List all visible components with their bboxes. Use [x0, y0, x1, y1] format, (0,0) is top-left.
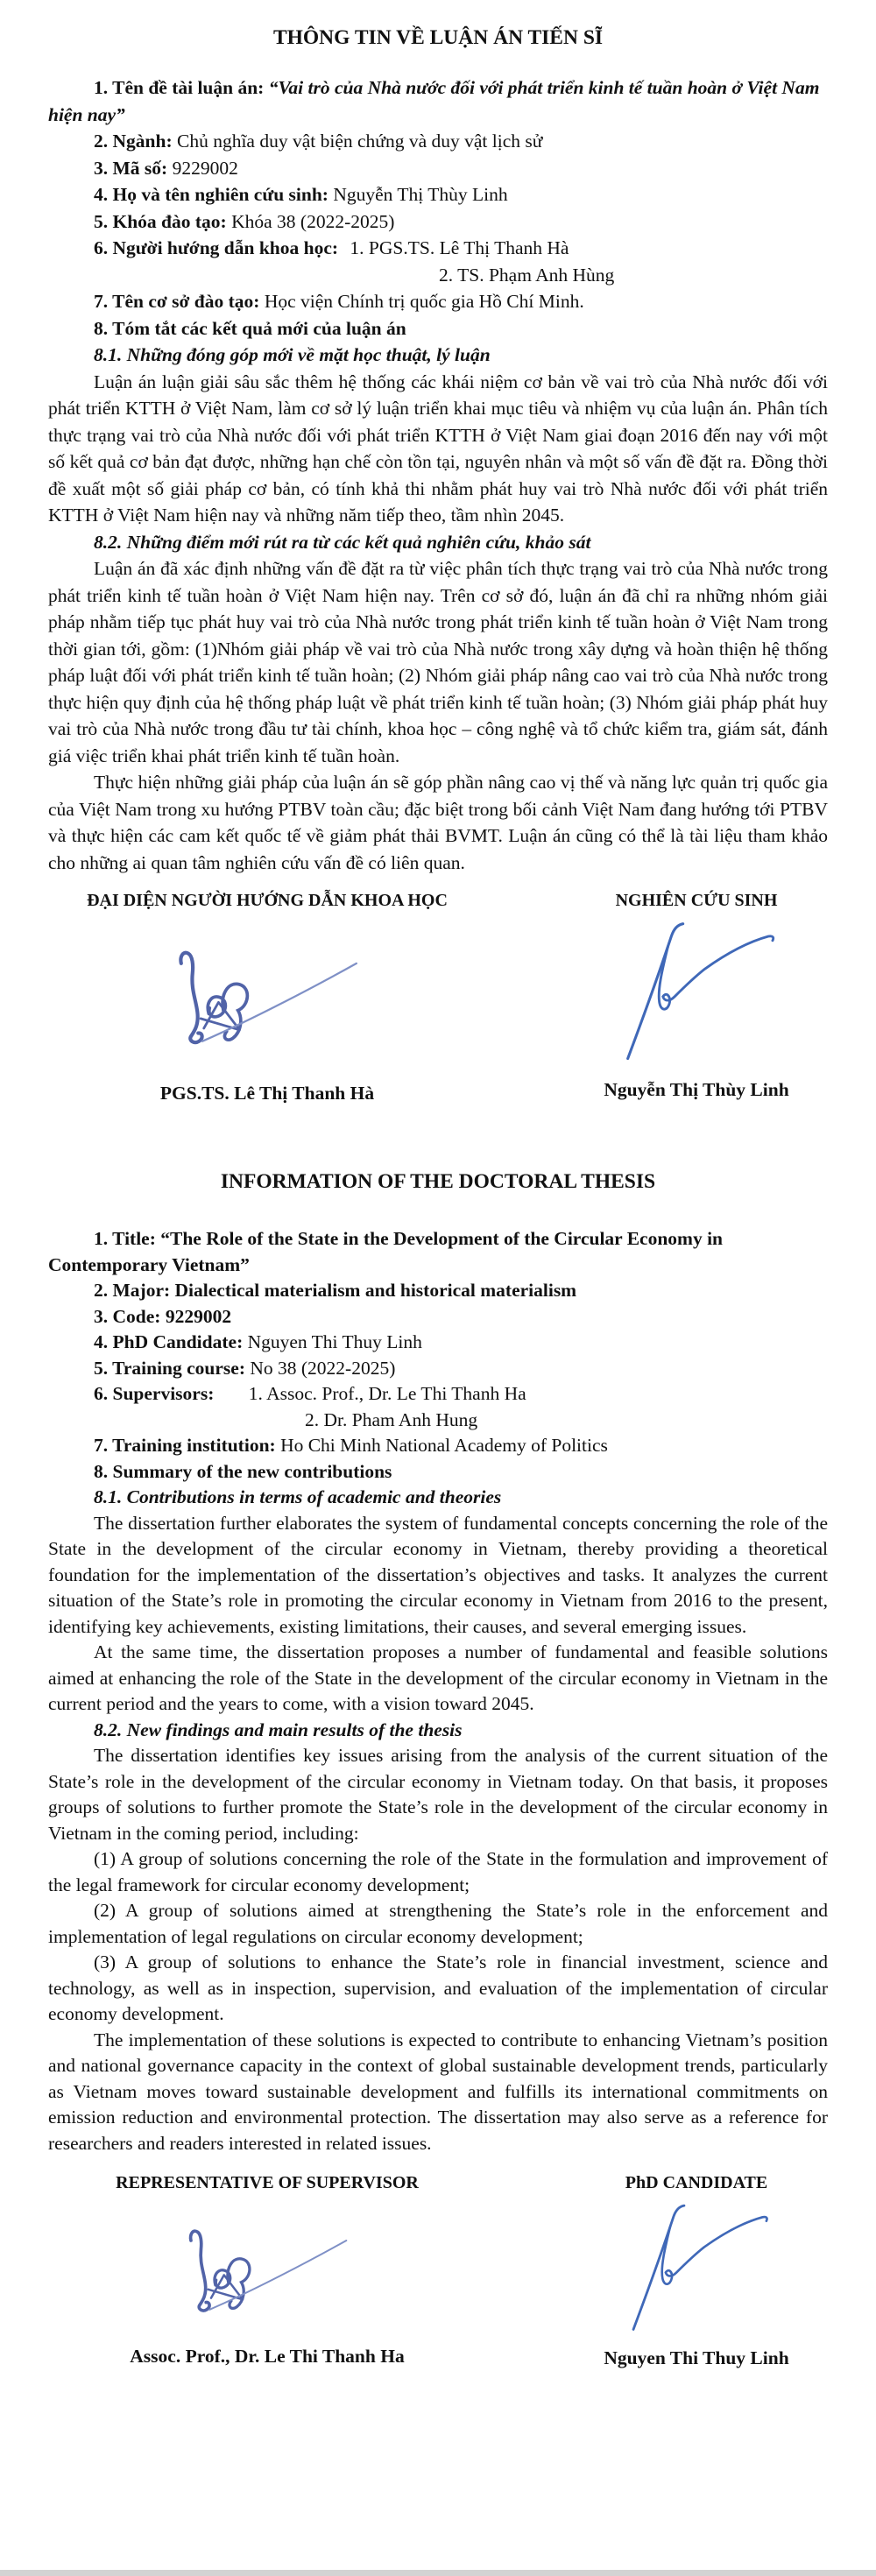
en-document-title: INFORMATION OF THE DOCTORAL THESIS: [220, 1170, 656, 1193]
en-item-code-value: 9229002: [165, 1305, 232, 1327]
vi-candidate-name: Nguyễn Thị Thùy Linh: [604, 1079, 789, 1100]
en-candidate-name: Nguyen Thi Thuy Linh: [604, 2347, 789, 2368]
vi-item-summary-label: 8. Tóm tắt các kết quả mới của luận án: [94, 317, 406, 339]
en-item-title: [48, 1226, 828, 1278]
vi-candidate-signature-column: [565, 890, 828, 1102]
supervisor-signature-image: [170, 2200, 364, 2337]
en-item-institution-label: 7. Training institution:: [94, 1435, 281, 1456]
en-item-major-label: 2. Major:: [94, 1280, 175, 1301]
vi-item-summary-heading: [48, 315, 828, 342]
vi-item-supervisors-label: 6. Người hướng dẫn khoa học:: [94, 237, 343, 258]
en-signature-block: [48, 2172, 828, 2370]
vi-item-major-label: 2. Ngành:: [94, 131, 177, 152]
candidate-signature-image: [615, 2200, 778, 2339]
vi-item-topic-value: “Vai trò của Nhà nước đối với phát triển kinh tế tuần hoàn ở Việt Nam hiện nay”: [48, 77, 820, 125]
vi-signature-block: [48, 890, 828, 1105]
vi-item-code-value: 9229002: [172, 157, 238, 179]
vi-candidate-role-title: NGHIÊN CỨU SINH: [615, 891, 778, 910]
en-item-supervisors: [48, 1381, 828, 1433]
vi-supervisor-name: PGS.TS. Lê Thị Thanh Hà: [159, 1083, 375, 1104]
vi-item-institution: [48, 288, 828, 315]
en-supervisor-role-title: REPRESENTATIVE OF SUPERVISOR: [116, 2173, 419, 2192]
en-item-major: [48, 1278, 828, 1304]
vietnamese-section: [48, 0, 828, 1105]
en-item-title-label: 1. Title:: [94, 1228, 161, 1249]
vi-item-candidate: [48, 181, 828, 208]
vi-document-title: THÔNG TIN VỀ LUẬN ÁN TIẾN SĨ: [272, 26, 604, 49]
en-info-items: [48, 1226, 828, 2156]
en-solution-point-3: (3) A group of solutions to enhance the State’s role in financial investment, science and technology, as well as in inspection, supervision, and evaluation of the implementation of circular economy development.: [48, 1951, 828, 2024]
vi-paragraph-8-2-b: Thực hiện những giải pháp của luận án sẽ góp phần nâng cao vị thế và năng lực quản trị quốc gia của Việt Nam trong xu hướng PTBV toàn cầu; đặc biệt trong bối cảnh Việt Nam đang hướng tới PTBV và thực hiện các cam kết quốc tế về giảm phát thải BVMT. Luận án cũng có thể là tài liệu tham khảo cho những ai quan tâm nghiên cứu vấn đề có liên quan.: [48, 772, 828, 873]
en-item-candidate: [48, 1330, 828, 1356]
en-item-code-label: 3. Code:: [94, 1305, 166, 1327]
vi-item-major-value: Chủ nghĩa duy vật biện chứng và duy vật lịch sử: [176, 131, 543, 152]
vi-item-institution-value: Học viện Chính trị quốc gia Hồ Chí Minh.: [264, 291, 584, 312]
en-item-code: [48, 1304, 828, 1330]
vi-item-course-label: 5. Khóa đào tạo:: [94, 210, 232, 232]
vi-supervisor-signature-column: [48, 890, 486, 1105]
en-item-summary-heading: [48, 1459, 828, 1486]
vi-item-supervisors: [48, 235, 828, 288]
vi-item-candidate-value: Nguyễn Thị Thùy Linh: [333, 184, 508, 205]
vi-paragraph-8-1: Luận án luận giải sâu sắc thêm hệ thống các khái niệm cơ bản về vai trò của Nhà nước đối với phát triển KTTH ở Việt Nam, làm cơ sở lý luận triển khai mục tiêu và nhiệm vụ của luận án. Phân tích thực trạng vai trò của Nhà nước đối với phát triển KTTH ở Việt Nam giai đoạn 2016 đến nay với một số kết quả cơ bản đạt được, những hạn chế còn tồn tại, nguyên nhân và một số vấn đề đặt ra. Đồng thời đề xuất một số giải pháp cơ bản, có tính khả thi nhằm phát huy vai trò Nhà nước đối với phát triển KTTH ở Việt Nam hiện nay và những năm tiếp theo, tầm nhìn 2045.: [48, 371, 828, 526]
candidate-signature-image: [609, 918, 784, 1069]
en-solution-point-2: (2) A group of solutions aimed at strengthening the State’s role in the enforcement and implementation of legal regulations on circular economy development;: [48, 1900, 828, 1947]
vi-item-course: [48, 208, 828, 236]
en-item-supervisors-label: 6. Supervisors:: [94, 1383, 219, 1404]
en-item-summary-label: 8. Summary of the new contributions: [94, 1460, 392, 1482]
vi-heading-8-1: 8.1. Những đóng góp mới về mặt học thuật, lý luận: [94, 344, 491, 365]
en-item-institution: [48, 1433, 828, 1459]
english-section: [48, 1168, 828, 2370]
en-item-major-value: Dialectical materialism and historical materialism: [174, 1280, 577, 1301]
vi-item-candidate-label: 4. Họ và tên nghiên cứu sinh:: [94, 184, 334, 205]
en-paragraph-8-2-b: The implementation of these solutions is expected to contribute to enhancing Vietnam’s position and national governance capacity in the context of global sustainable development trends, particularly as Vietnam moves toward sustainable development and fulfills its international commitments on emission reduction and environmental protection. The dissertation may also serve as a reference for researchers and readers interested in related issues.: [48, 2029, 828, 2154]
en-supervisor-2: 2. Dr. Pham Anh Hung: [305, 1408, 478, 1430]
vi-supervisor-2: 2. TS. Phạm Anh Hùng: [439, 264, 615, 286]
en-item-candidate-value: Nguyen Thi Thuy Linh: [247, 1331, 422, 1352]
vi-item-institution-label: 7. Tên cơ sở đào tạo:: [94, 291, 265, 312]
en-solution-point-1: (1) A group of solutions concerning the role of the State in the formulation and improvement of the legal framework for circular economy development;: [48, 1848, 828, 1895]
en-supervisor-1: 1. Assoc. Prof., Dr. Le Thi Thanh Ha: [248, 1383, 526, 1404]
en-item-candidate-label: 4. PhD Candidate:: [94, 1331, 248, 1352]
en-item-course-value: No 38 (2022-2025): [250, 1357, 396, 1379]
en-heading-8-1: 8.1. Contributions in terms of academic and theories: [94, 1486, 502, 1507]
supervisor-signature-image: [158, 918, 377, 1072]
vi-supervisor-1: 1. PGS.TS. Lê Thị Thanh Hà: [350, 237, 569, 258]
en-supervisor-signature-column: [48, 2172, 486, 2368]
vi-paragraph-8-2-a: Luận án đã xác định những vấn đề đặt ra từ việc phân tích thực trạng vai trò của Nhà nước trong phát triển kinh tế tuần hoàn ở Việt Nam hiện nay. Trên cơ sở đó, luận án đã chỉ ra những nhóm giải pháp nhằm tiếp tục phát huy vai trò của Nhà nước trong phát triển kinh tế tuần hoàn ở Việt Nam trong thời gian tới, gồm: (1)Nhóm giải pháp về vai trò của Nhà nước trong xây dựng và hoàn thiện hệ thống pháp luật đối với phát triển kinh tế tuần hoàn; (2) Nhóm giải pháp nâng cao vai trò của Nhà nước trong thực hiện quy định của hệ thống pháp luật về phát triển kinh tế tuần hoàn; (3) Nhóm giải pháp phát huy vai trò của Nhà nước trong đầu tư tài chính, khoa học – công nghệ và tổ chức kiểm tra, giám sát, đánh giá việc triển khai phát triển kinh tế tuần hoàn.: [48, 558, 828, 766]
en-item-institution-value: Ho Chi Minh National Academy of Politics: [280, 1435, 608, 1456]
en-item-title-value: “The Role of the State in the Development of the Circular Economy in Contemporary Vietnam”: [48, 1228, 724, 1275]
en-supervisor-name: Assoc. Prof., Dr. Le Thi Thanh Ha: [130, 2346, 405, 2367]
en-paragraph-8-2-a: The dissertation identifies key issues arising from the analysis of the current situation of the State’s role in the development of the circular economy in Vietnam today. On that basis, it proposes groups of solutions to further promote the State’s role in the development of the circular economy in Vietnam in the coming period, including:: [48, 1745, 828, 1844]
vi-item-topic: [48, 74, 828, 128]
vi-item-code-label: 3. Mã số:: [94, 157, 173, 179]
scan-edge-strip: [0, 2570, 876, 2576]
en-paragraph-8-1-b: At the same time, the dissertation proposes a number of fundamental and feasible solutions aimed at enhancing the role of the State in the development of the circular economy in Vietnam in the current period and the years to come, with a vision toward 2045.: [48, 1641, 828, 1714]
vi-item-course-value: Khóa 38 (2022-2025): [231, 210, 395, 232]
en-paragraph-8-1-a: The dissertation further elaborates the system of fundamental concepts concerning the role of the State in the development of the circular economy in Vietnam, thereby providing a theoretical foundation for the implementation of the dissertation’s objectives and tasks. It analyzes the current situation of the State’s role in promoting the circular economy in Vietnam from 2016 to the present, identifying key achievements, existing limitations, their causes, and several emerging issues.: [48, 1512, 828, 1637]
vi-item-code: [48, 155, 828, 182]
vi-heading-8-2: 8.2. Những điểm mới rút ra từ các kết quả nghiên cứu, khảo sát: [94, 531, 591, 553]
en-candidate-role-title: PhD CANDIDATE: [625, 2173, 768, 2192]
vi-info-items: [48, 74, 828, 876]
en-candidate-signature-column: [565, 2172, 828, 2370]
vi-supervisor-role-title: ĐẠI DIỆN NGƯỜI HƯỚNG DẪN KHOA HỌC: [87, 891, 448, 910]
vi-item-topic-label: 1. Tên đề tài luận án:: [94, 77, 269, 98]
vi-item-major: [48, 128, 828, 155]
en-heading-8-2: 8.2. New findings and main results of the thesis: [94, 1719, 463, 1740]
en-item-course-label: 5. Training course:: [94, 1357, 251, 1379]
en-item-course: [48, 1356, 828, 1382]
